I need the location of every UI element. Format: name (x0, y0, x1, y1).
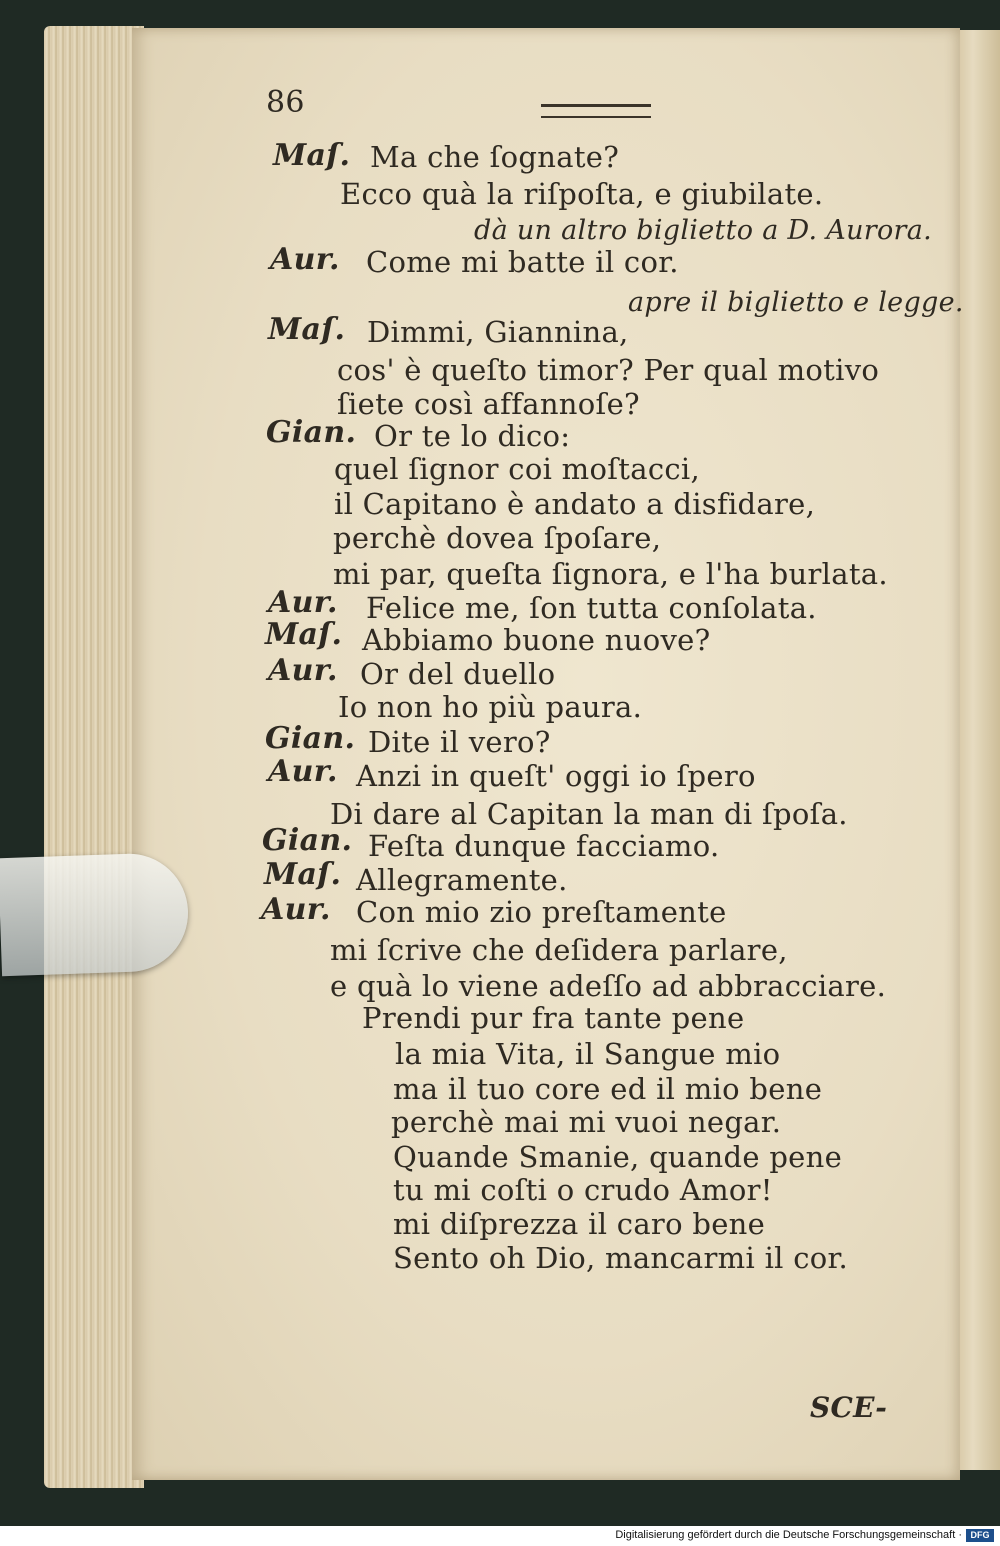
verse-line: Dite il vero? (368, 725, 551, 759)
page-number: 86 (266, 85, 305, 120)
verse-line: mi par, queſta ſignora, e l'ha burlata. (333, 557, 888, 591)
speaker-label: Aur. (268, 653, 338, 688)
verse-line: mi ſcrive che deſidera parlare, (330, 933, 788, 967)
stage-direction: apre il biglietto e legge. (628, 287, 964, 318)
page-clip (0, 852, 190, 976)
verse-line: Come mi batte il cor. (366, 245, 679, 279)
verse-line: quel ſignor coi moſtacci, (334, 452, 700, 486)
stage-direction: dà un altro biglietto a D. Aurora. (474, 215, 933, 246)
speaker-label: Maſ. (264, 857, 342, 892)
verse-line: Sento oh Dio, mancarmi il cor. (393, 1241, 849, 1275)
verse-line: Ma che ſognate? (370, 140, 620, 174)
verse-line: Io non ho più paura. (338, 690, 643, 724)
dfg-logo: DFG (966, 1529, 994, 1542)
speaker-label: Aur. (270, 242, 340, 277)
verse-line: e quà lo viene adeſſo ad abbracciare. (330, 969, 887, 1003)
verse-line: perchè dovea ſpoſare, (333, 521, 662, 555)
speaker-label: Gian. (266, 415, 357, 450)
speaker-label: Gian. (262, 823, 353, 858)
speaker-label: Maſ. (265, 617, 343, 652)
verse-line: cos' è queſto timor? Per qual motivo (337, 353, 880, 387)
verse-line: Quande Smanie, quande pene (393, 1140, 843, 1174)
verse-line: Di dare al Capitan la man di ſpoſa. (330, 797, 848, 831)
verse-line: Felice me, ſon tutta conſolata. (366, 591, 817, 625)
speaker-label: Gian. (265, 721, 356, 756)
footer-bar (0, 1526, 1000, 1546)
verse-line: il Capitano è andato a disfidare, (334, 487, 816, 521)
verse-line: Anzi in queſt' oggi io ſpero (356, 759, 756, 793)
funding-notice: Digitalisierung gefördert durch die Deutsche Forschungsgemeinschaft · (615, 1529, 962, 1541)
verse-line: tu mi coſti o crudo Amor! (393, 1173, 773, 1207)
verse-line: ma il tuo core ed il mio bene (393, 1072, 823, 1106)
verse-line: mi diſprezza il caro bene (393, 1207, 766, 1241)
verse-line: Ecco quà la riſpoſta, e giubilate. (340, 177, 824, 211)
verse-line: Or te lo dico: (374, 419, 571, 453)
verse-line: Abbiamo buone nuove? (362, 623, 711, 657)
header-rule (541, 104, 651, 118)
verse-line: la mia Vita, il Sangue mio (395, 1037, 781, 1071)
verse-line: Con mio zio preſtamente (356, 895, 727, 929)
verse-line: perchè mai mi vuoi negar. (391, 1105, 782, 1139)
verse-line: Dimmi, Giannina, (367, 315, 629, 349)
verse-line: ſiete così affannoſe? (337, 387, 640, 421)
speaker-label: Aur. (261, 892, 331, 927)
verse-line: Allegramente. (356, 863, 568, 897)
speaker-label: Maſ. (268, 312, 346, 347)
verse-line: Or del duello (360, 657, 556, 691)
catchword: SCE- (810, 1391, 888, 1424)
speaker-label: Aur. (268, 754, 338, 789)
speaker-label: Maſ. (273, 138, 351, 173)
verse-line: Feſta dunque facciamo. (368, 829, 720, 863)
speaker-label: Aur. (268, 585, 338, 620)
verse-line: Prendi pur fra tante pene (362, 1001, 745, 1035)
